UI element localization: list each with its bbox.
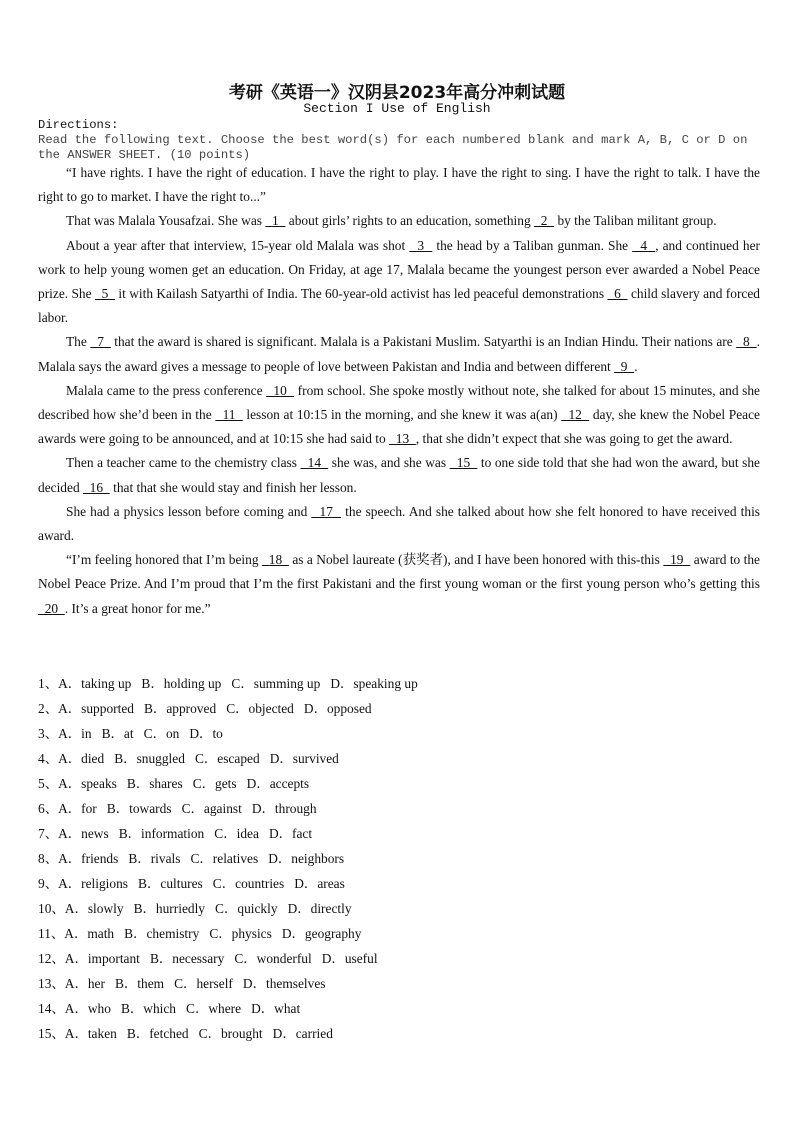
- numbered-blank: 2: [534, 213, 555, 229]
- passage-paragraph: [38, 548, 760, 621]
- passage-text: The: [66, 334, 91, 350]
- passage-text: That was Malala Yousafzai. She was: [66, 213, 266, 229]
- passage-text: day, she knew the Nobel Peace awards were going to be announced, and at 10:15 she had said to: [38, 407, 760, 447]
- question-options: 14、A．who B．which C．where D．what: [38, 1001, 301, 1016]
- question-options: 5、A．speaks B．shares C．gets D．accepts: [38, 776, 310, 791]
- question-options: 2、A．supported B．approved C．objected D．opposed: [38, 701, 372, 716]
- question-options: 9、A．religions B．cultures C．countries D．areas: [38, 876, 345, 891]
- passage-paragraph: [38, 161, 760, 209]
- passage-text: as a Nobel laureate (获奖者), and I have been honored with this-this: [288, 552, 664, 568]
- passage-paragraph: [38, 451, 760, 499]
- question-options: 7、A．news B．information C．idea D．fact: [38, 826, 313, 841]
- question-options: 6、A．for B．towards C．against D．through: [38, 801, 317, 816]
- directions-heading: Directions:: [38, 118, 119, 132]
- passage-text: . It’s a great honor for me.”: [64, 600, 211, 616]
- numbered-blank: 1: [265, 213, 286, 229]
- numbered-blank: 10: [266, 382, 295, 398]
- numbered-blank: 11: [215, 407, 243, 423]
- numbered-blank: 12: [561, 407, 590, 423]
- passage-text: , that she didn’t expect that she was going to get the award.: [415, 431, 733, 447]
- numbered-blank: 20: [38, 600, 65, 616]
- numbered-blank: 18: [261, 552, 289, 568]
- question-options: 15、A．taken B．fetched C．brought D．carried: [38, 1026, 333, 1041]
- question-options: 11、A．math B．chemistry C．physics D．geography: [38, 926, 362, 941]
- question-options: 12、A．important B．necessary C．wonderful D．useful: [38, 951, 378, 966]
- passage-text: child slavery and forced labor.: [38, 286, 760, 326]
- numbered-blank: 7: [90, 334, 111, 350]
- passage-text: about girls’ rights to an education, something: [285, 213, 534, 229]
- passage-text: , and continued her work to help young women get an education. On Friday, at age 17, Malala became the youngest person ever awarded a Nobel Peace prize. She: [38, 237, 761, 302]
- passage-text: lesson at 10:15 in the morning, and she knew it was a(an): [242, 407, 562, 423]
- passage-text: “I’m feeling honored that I’m being: [66, 552, 262, 568]
- numbered-blank: 6: [607, 286, 628, 302]
- passage-text: Then a teacher came to the chemistry class: [66, 455, 301, 471]
- passage-text: that that she would stay and finish her lesson.: [109, 479, 357, 495]
- passage-paragraph: [38, 209, 760, 233]
- passage-text: award to the Nobel Peace Prize. And I’m proud that I’m the first Pakistani and the first young woman or the first young person who’s getting this: [38, 552, 761, 592]
- section-subtitle: Section I Use of English: [303, 101, 491, 116]
- page-title: 考研《英语一》汉阴县2023年高分冲刺试题: [228, 83, 566, 103]
- passage-paragraph: [38, 379, 760, 452]
- passage-paragraph: [38, 330, 760, 378]
- passage-paragraph: [38, 500, 760, 548]
- passage-text: Malala came to the press conference: [66, 382, 267, 398]
- cloze-passage: [38, 161, 760, 621]
- question-options: 4、A．died B．snuggled C．escaped D．survived: [38, 751, 339, 766]
- question-options: 10、A．slowly B．hurriedly C．quickly D．directly: [38, 901, 352, 916]
- numbered-blank: 9: [614, 358, 635, 374]
- passage-text: that the award is shared is significant. Malala is a Pakistani Muslim. Satyarthi is an Indian Hindu. Their nations are: [110, 334, 737, 350]
- numbered-blank: 15: [449, 455, 478, 471]
- passage-paragraph: [38, 234, 760, 331]
- numbered-blank: 8: [736, 334, 757, 350]
- question-options: 1、A．taking up B．holding up C．summing up D．speaking up: [38, 676, 418, 691]
- passage-text: . Malala says the award gives a message to people of love between Pakistan and India and between different: [38, 334, 761, 374]
- passage-text: About a year after that interview, 15-year old Malala was shot: [66, 237, 410, 253]
- numbered-blank: 19: [663, 552, 691, 568]
- numbered-blank: 16: [82, 479, 110, 495]
- passage-text: by the Taliban militant group.: [554, 213, 717, 229]
- passage-text: .: [634, 358, 638, 374]
- numbered-blank: 17: [311, 503, 342, 519]
- numbered-blank: 4: [632, 237, 656, 253]
- question-options: 8、A．friends B．rivals C．relatives D．neighbors: [38, 851, 345, 866]
- answer-options: [38, 671, 418, 1046]
- passage-text: it with Kailash Satyarthi of India. The 60-year-old activist has led peaceful demonstrations: [115, 286, 608, 302]
- passage-text: she was, and she was: [328, 455, 450, 471]
- numbered-blank: 13: [389, 431, 416, 447]
- question-options: 3、A．in B．at C．on D．to: [38, 726, 223, 741]
- numbered-blank: 3: [409, 237, 433, 253]
- passage-text: She had a physics lesson before coming and: [66, 503, 312, 519]
- passage-text: the speech. And she talked about how she felt honored to have received this award.: [38, 503, 760, 544]
- numbered-blank: 5: [94, 286, 116, 302]
- passage-text: “I have rights. I have the right of education. I have the right to play. I have the right to sing. I have the right to talk. I have the right to go to market. I have the right to...”: [38, 165, 760, 205]
- passage-text: the head by a Taliban gunman. She: [432, 237, 633, 253]
- directions-text: Read the following text. Choose the best word(s) for each numbered blank and mark A, B, C or D on the ANSWER SHEET. (10 points): [38, 133, 748, 162]
- passage-text: from school. She spoke mostly without note, she talked for about 15 minutes, and she described how she’d been in the: [38, 382, 761, 423]
- question-options: 13、A．her B．them C．herself D．themselves: [38, 976, 326, 991]
- numbered-blank: 14: [300, 455, 329, 471]
- passage-text: to one side told that she had won the award, but she decided: [38, 455, 760, 495]
